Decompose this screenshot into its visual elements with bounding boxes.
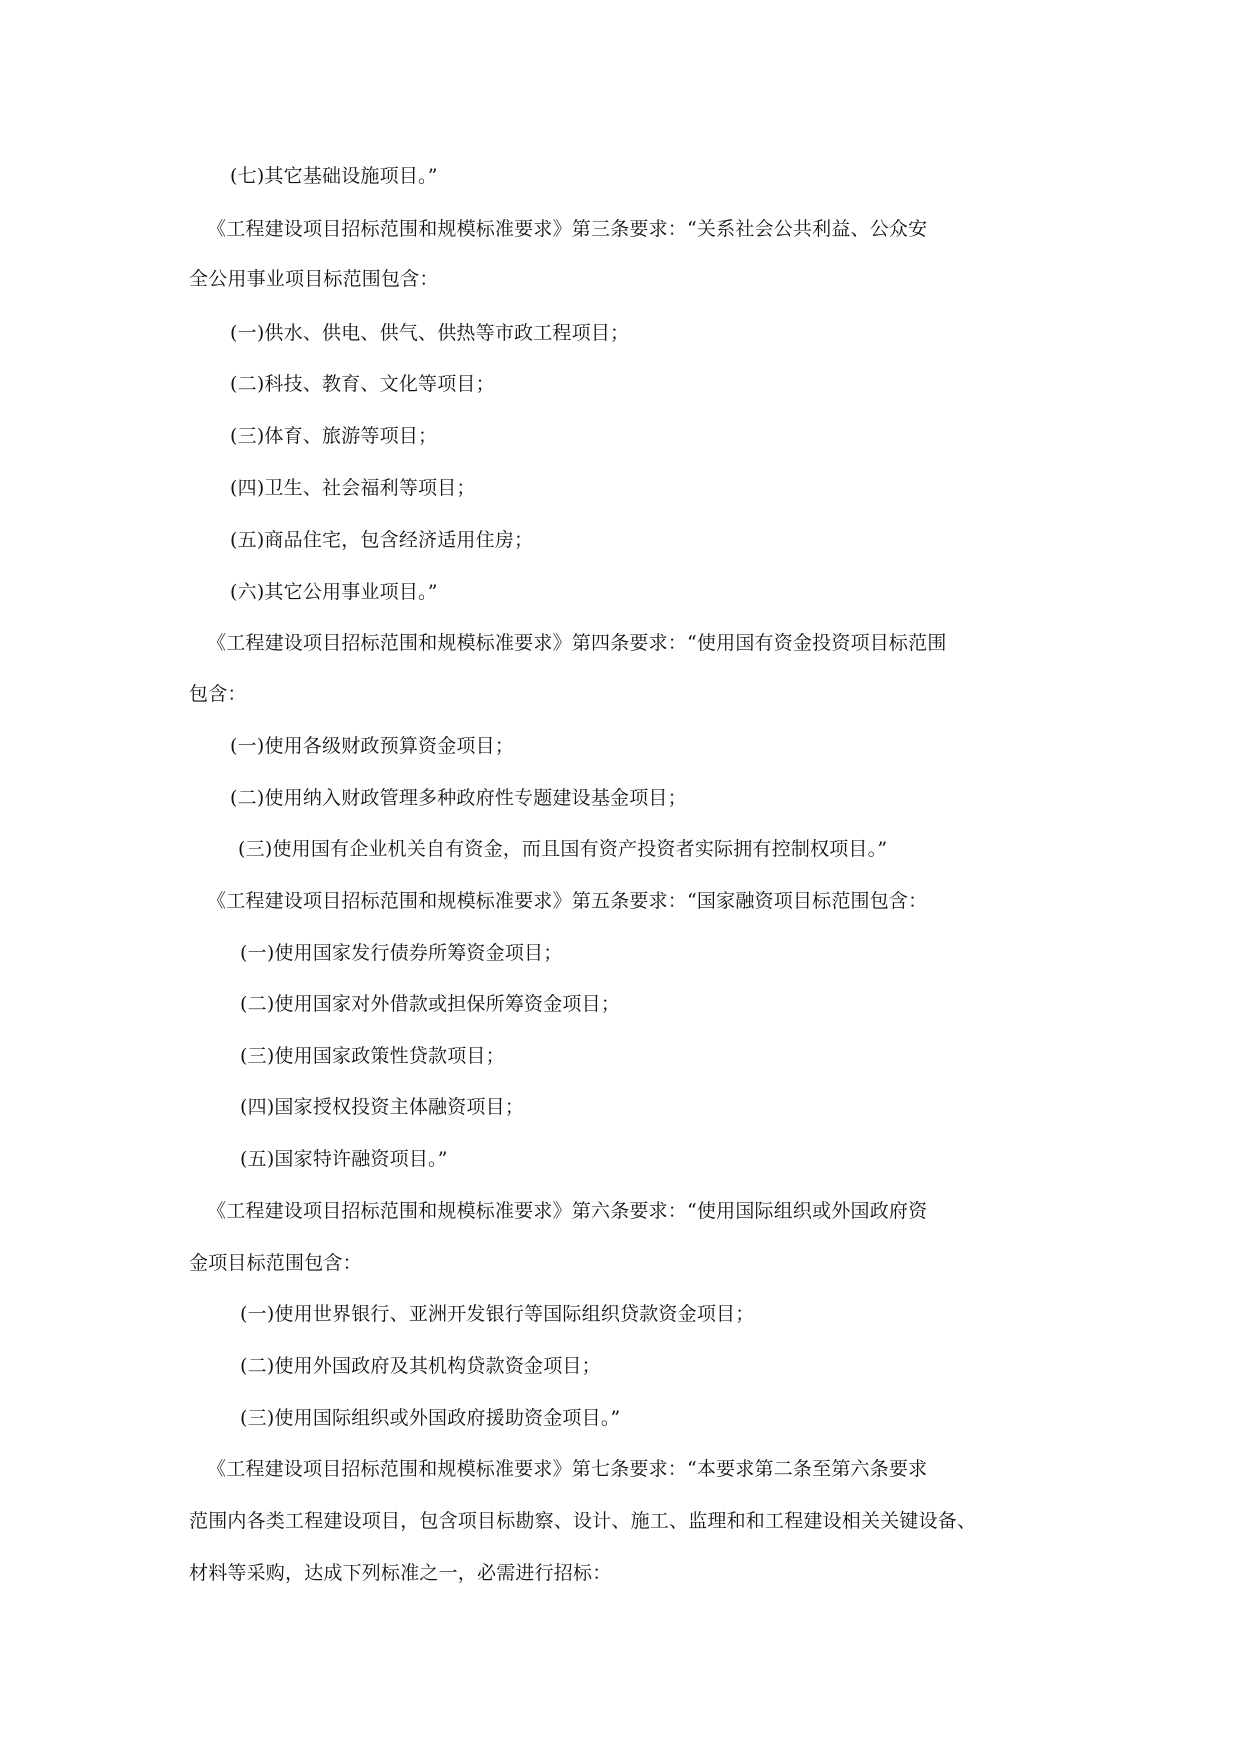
- text-line: (二)科技、教育、文化等项目；: [230, 373, 495, 395]
- text-line: (二)使用国家对外借款或担保所筹资金项目；: [240, 993, 621, 1015]
- text-line: (一)使用国家发行债券所筹资金项目；: [240, 942, 563, 964]
- text-line: 《工程建设项目招标范围和规模标准要求》第三条要求：“关系社会公共利益、公众安: [207, 218, 928, 240]
- text-line: (二)使用外国政府及其机构贷款资金项目；: [240, 1355, 601, 1377]
- text-line: (二)使用纳入财政管理多种政府性专题建设基金项目；: [230, 787, 687, 809]
- text-line: 《工程建设项目招标范围和规模标准要求》第四条要求：“使用国有资金投资项目标范围: [207, 632, 947, 654]
- text-line: (一)使用世界银行、亚洲开发银行等国际组织贷款资金项目；: [240, 1303, 755, 1325]
- text-line: 金项目标范围包含：: [189, 1252, 362, 1274]
- text-line: 范围内各类工程建设项目，包含项目标勘察、设计、施工、监理和和工程建设相关关键设备、: [189, 1510, 977, 1532]
- text-line: (一)供水、供电、供气、供热等市政工程项目；: [230, 322, 630, 344]
- text-line: 《工程建设项目招标范围和规模标准要求》第五条要求：“国家融资项目标范围包含：: [207, 890, 928, 912]
- text-line: (三)使用国有企业机关自有资金，而且国有资产投资者实际拥有控制权项目。”: [238, 838, 888, 860]
- text-line: (三)使用国际组织或外国政府援助资金项目。”: [240, 1407, 621, 1429]
- text-line: (一)使用各级财政预算资金项目；: [230, 735, 515, 757]
- text-line: (五)商品住宅，包含经济适用住房；: [230, 529, 534, 551]
- text-line: 全公用事业项目标范围包含：: [189, 268, 439, 290]
- text-line: 《工程建设项目招标范围和规模标准要求》第六条要求：“使用国际组织或外国政府资: [207, 1200, 928, 1222]
- text-line: (四)国家授权投资主体融资项目；: [240, 1096, 525, 1118]
- text-line: 包含：: [189, 683, 247, 705]
- text-line: 材料等采购，达成下列标准之一，必需进行招标：: [189, 1562, 612, 1584]
- text-line: (五)国家特许融资项目。”: [240, 1148, 448, 1170]
- text-line: 《工程建设项目招标范围和规模标准要求》第七条要求：“本要求第二条至第六条要求: [207, 1458, 928, 1480]
- text-line: (七)其它基础设施项目。”: [230, 165, 438, 187]
- text-line: (三)体育、旅游等项目；: [230, 425, 438, 447]
- text-line: (四)卫生、社会福利等项目；: [230, 477, 476, 499]
- text-line: (三)使用国家政策性贷款项目；: [240, 1045, 505, 1067]
- text-line: (六)其它公用事业项目。”: [230, 581, 438, 603]
